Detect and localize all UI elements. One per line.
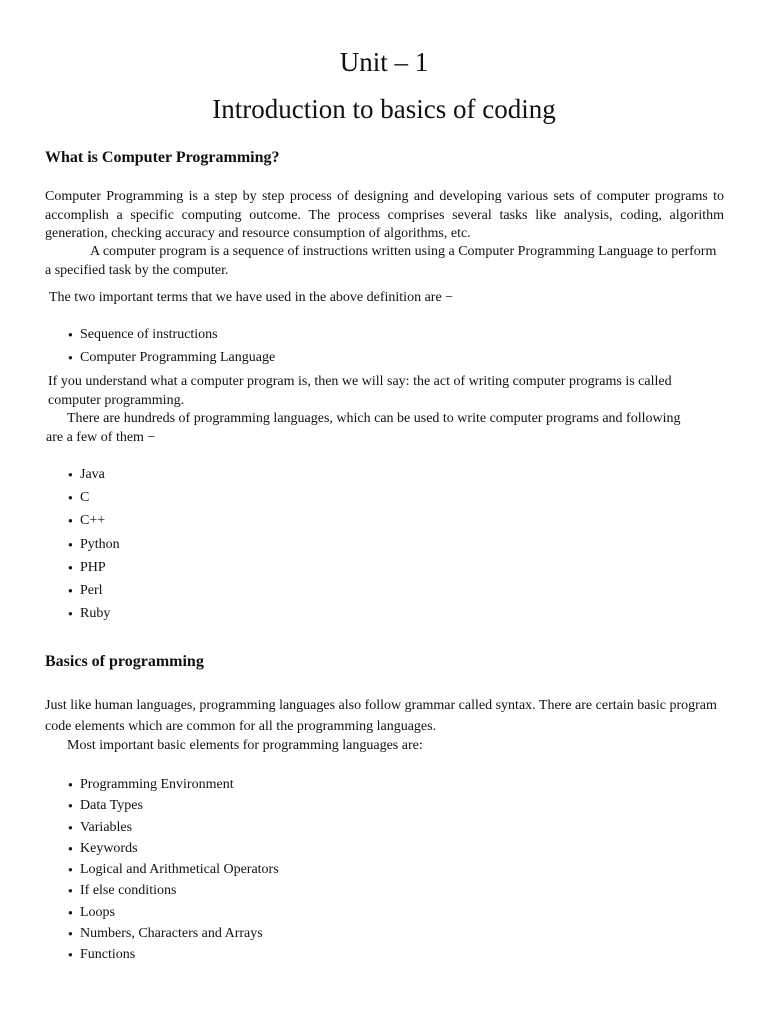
list-item: ● Variables: [68, 817, 279, 838]
list-item: ● Functions: [68, 944, 279, 965]
paragraph-computer-program-text: A computer program is a sequence of instructions written using a Computer Programming Language to perform a specified task by the computer.: [45, 244, 717, 278]
paragraph-terms-intro: The two important terms that we have used in the above definition are −: [49, 290, 454, 305]
paragraph-languages-intro-text: There are hundreds of programming languages, which can be used to write computer programs and following are a few of them −: [46, 411, 681, 445]
main-title: Introduction to basics of coding: [212, 94, 556, 124]
unit-title: Unit – 1: [339, 47, 429, 77]
list-item: ● C++: [68, 509, 120, 532]
list-item: ● C: [68, 486, 120, 509]
list-item: ● Numbers, Characters and Arrays: [68, 923, 279, 944]
list-item: ● PHP: [68, 556, 120, 579]
paragraph-basic-elements: [45, 737, 724, 756]
list-item: ● Computer Programming Language: [68, 346, 275, 369]
list-item: ● Data Types: [68, 795, 279, 816]
paragraph-basic-elements-text: Most important basic elements for programming languages are:: [67, 738, 423, 753]
paragraph-syntax: Just like human languages, programming languages also follow grammar called syntax. There are certain basic program code elements which are common for all the programming languages.: [45, 698, 717, 734]
terms-list: [68, 323, 275, 369]
paragraph-definition: Computer Programming is a step by step process of designing and developing various sets of computer programs to accomplish a specific computing outcome. The process comprises several tasks like analysis, coding, algorithm generation, checking accuracy and resource consumption of algorithms, etc.: [45, 189, 724, 241]
section-heading-computer-programming: What is Computer Programming?: [45, 149, 280, 166]
list-item: ● Sequence of instructions: [68, 323, 275, 346]
list-item: ● Java: [68, 463, 120, 486]
section-heading-basics: Basics of programming: [45, 653, 204, 670]
list-item: ● Keywords: [68, 838, 279, 859]
elements-list: [68, 774, 279, 966]
list-item: ● Python: [68, 533, 120, 556]
paragraph-languages-intro: [46, 410, 686, 447]
list-item: ● Ruby: [68, 602, 120, 625]
paragraph-computer-program: [45, 243, 724, 280]
list-item: ● Loops: [68, 902, 279, 923]
paragraph-act-of-writing: If you understand what a computer program is, then we will say: the act of writing computer programs is called computer programming.: [48, 374, 672, 408]
list-item: ● Perl: [68, 579, 120, 602]
list-item: ● Programming Environment: [68, 774, 279, 795]
list-item: ● Logical and Arithmetical Operators: [68, 859, 279, 880]
languages-list: [68, 463, 120, 625]
list-item: ● If else conditions: [68, 880, 279, 901]
